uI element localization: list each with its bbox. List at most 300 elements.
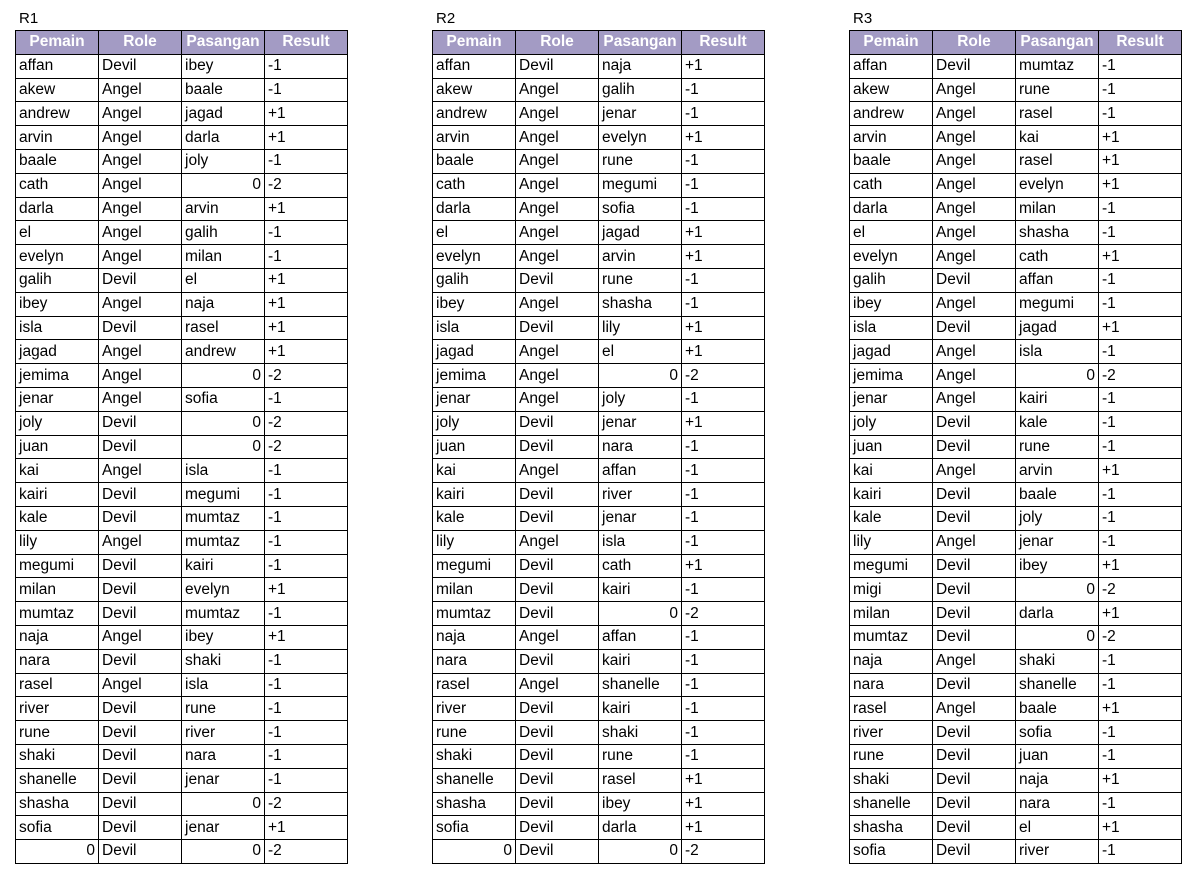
result-cell: -1 [265, 506, 348, 530]
table-row [433, 483, 765, 507]
role-cell: Angel [933, 126, 1016, 150]
pemain-cell: jemima [433, 364, 516, 388]
pemain-cell: evelyn [433, 245, 516, 269]
result-cell: +1 [682, 316, 765, 340]
result-cell: +1 [265, 126, 348, 150]
pasangan-cell: shaki [182, 649, 265, 673]
pasangan-cell: juan [1016, 744, 1099, 768]
role-cell: Devil [516, 816, 599, 840]
pasangan-cell: naja [182, 292, 265, 316]
pasangan-cell: galih [599, 78, 682, 102]
result-cell: -1 [682, 149, 765, 173]
pemain-cell: baale [850, 149, 933, 173]
pemain-cell: megumi [850, 554, 933, 578]
role-cell: Devil [933, 54, 1016, 78]
pasangan-cell: mumtaz [182, 506, 265, 530]
pemain-cell: nara [16, 649, 99, 673]
pemain-cell: migi [850, 578, 933, 602]
result-cell: -2 [1099, 625, 1182, 649]
pemain-cell: lily [16, 530, 99, 554]
role-cell: Angel [99, 197, 182, 221]
pemain-cell: river [850, 721, 933, 745]
pasangan-cell: shaki [1016, 649, 1099, 673]
header-pasangan: Pasangan [1016, 31, 1099, 55]
role-cell: Devil [99, 602, 182, 626]
pasangan-cell: 0 [182, 435, 265, 459]
pemain-cell: sofia [16, 816, 99, 840]
role-cell: Angel [99, 364, 182, 388]
pasangan-cell: isla [1016, 340, 1099, 364]
pasangan-cell: 0 [182, 411, 265, 435]
role-cell: Devil [99, 411, 182, 435]
header-result: Result [265, 31, 348, 55]
result-cell: -1 [265, 483, 348, 507]
table-row [850, 316, 1182, 340]
result-cell: +1 [265, 197, 348, 221]
pasangan-cell: arvin [1016, 459, 1099, 483]
pasangan-cell: isla [182, 673, 265, 697]
result-cell: -1 [265, 459, 348, 483]
pasangan-cell: rasel [182, 316, 265, 340]
pasangan-cell: milan [1016, 197, 1099, 221]
role-cell: Devil [933, 316, 1016, 340]
role-cell: Devil [933, 792, 1016, 816]
table-row [16, 102, 348, 126]
table-row [850, 483, 1182, 507]
role-cell: Angel [99, 245, 182, 269]
pasangan-cell: 0 [599, 840, 682, 864]
role-cell: Devil [516, 54, 599, 78]
pemain-cell: 0 [16, 840, 99, 864]
role-cell: Angel [933, 530, 1016, 554]
table-row [16, 78, 348, 102]
role-cell: Angel [933, 78, 1016, 102]
role-cell: Devil [933, 554, 1016, 578]
pasangan-cell: shanelle [1016, 673, 1099, 697]
result-cell: +1 [682, 768, 765, 792]
table-row [850, 245, 1182, 269]
role-cell: Devil [516, 768, 599, 792]
pemain-cell: ibey [433, 292, 516, 316]
pasangan-cell: ibey [1016, 554, 1099, 578]
round-3-block [849, 8, 1182, 864]
pasangan-cell: arvin [182, 197, 265, 221]
pasangan-cell: megumi [599, 173, 682, 197]
pemain-cell: isla [16, 316, 99, 340]
pasangan-cell: affan [599, 459, 682, 483]
table-row [850, 768, 1182, 792]
result-cell: -1 [682, 268, 765, 292]
header-result: Result [682, 31, 765, 55]
table-row [16, 554, 348, 578]
table-row [433, 530, 765, 554]
pasangan-cell: rasel [1016, 102, 1099, 126]
result-cell: -1 [265, 721, 348, 745]
pemain-cell: megumi [433, 554, 516, 578]
role-cell: Angel [99, 173, 182, 197]
result-cell: +1 [1099, 126, 1182, 150]
role-cell: Angel [516, 149, 599, 173]
pasangan-cell: 0 [182, 840, 265, 864]
pemain-cell: cath [16, 173, 99, 197]
pasangan-cell: jenar [599, 506, 682, 530]
pemain-cell: el [16, 221, 99, 245]
header-pasangan: Pasangan [182, 31, 265, 55]
result-cell: -2 [1099, 578, 1182, 602]
role-cell: Devil [99, 483, 182, 507]
role-cell: Devil [99, 435, 182, 459]
result-cell: -1 [1099, 340, 1182, 364]
role-cell: Devil [516, 435, 599, 459]
pasangan-cell: mumtaz [1016, 54, 1099, 78]
table-row [433, 459, 765, 483]
pemain-cell: rasel [16, 673, 99, 697]
pemain-cell: kairi [433, 483, 516, 507]
result-cell: -2 [265, 792, 348, 816]
pasangan-cell: isla [182, 459, 265, 483]
table-row [16, 506, 348, 530]
pemain-cell: evelyn [16, 245, 99, 269]
role-cell: Angel [516, 221, 599, 245]
pasangan-cell: kale [1016, 411, 1099, 435]
pemain-cell: ibey [16, 292, 99, 316]
pasangan-cell: el [1016, 816, 1099, 840]
result-cell: -1 [682, 459, 765, 483]
result-cell: +1 [682, 816, 765, 840]
role-cell: Angel [516, 530, 599, 554]
pemain-cell: kale [16, 506, 99, 530]
pemain-cell: baale [16, 149, 99, 173]
result-cell: +1 [265, 292, 348, 316]
pemain-cell: arvin [850, 126, 933, 150]
result-cell: -1 [265, 602, 348, 626]
pemain-cell: mumtaz [850, 625, 933, 649]
role-cell: Devil [516, 268, 599, 292]
pasangan-cell: rune [599, 268, 682, 292]
pasangan-cell: isla [599, 530, 682, 554]
table-row [16, 54, 348, 78]
pemain-cell: shasha [433, 792, 516, 816]
pemain-cell: jemima [16, 364, 99, 388]
pasangan-cell: shasha [599, 292, 682, 316]
pemain-cell: baale [433, 149, 516, 173]
result-cell: -1 [1099, 387, 1182, 411]
table-row [850, 602, 1182, 626]
role-cell: Devil [99, 840, 182, 864]
pasangan-cell: nara [182, 744, 265, 768]
pemain-cell: kale [433, 506, 516, 530]
table-row [850, 649, 1182, 673]
pemain-cell: sofia [433, 816, 516, 840]
table-row [433, 602, 765, 626]
pemain-cell: shasha [850, 816, 933, 840]
table-row [16, 126, 348, 150]
role-cell: Angel [99, 459, 182, 483]
table-row [16, 673, 348, 697]
table-row [16, 816, 348, 840]
pasangan-cell: sofia [599, 197, 682, 221]
pasangan-cell: joly [182, 149, 265, 173]
pasangan-cell: darla [1016, 602, 1099, 626]
pemain-cell: juan [850, 435, 933, 459]
pasangan-cell: rune [1016, 78, 1099, 102]
pemain-cell: kai [433, 459, 516, 483]
result-cell: +1 [1099, 316, 1182, 340]
table-row [850, 268, 1182, 292]
role-cell: Devil [99, 816, 182, 840]
result-cell: -1 [265, 649, 348, 673]
table-row [16, 340, 348, 364]
round-title: R2 [436, 10, 456, 27]
role-cell: Angel [99, 340, 182, 364]
result-cell: -2 [682, 840, 765, 864]
header-role: Role [516, 31, 599, 55]
pasangan-cell: kai [1016, 126, 1099, 150]
table-row [850, 721, 1182, 745]
table-row [850, 625, 1182, 649]
role-cell: Devil [516, 578, 599, 602]
table-row [16, 435, 348, 459]
pemain-cell: cath [850, 173, 933, 197]
pasangan-cell: sofia [182, 387, 265, 411]
pasangan-cell: naja [1016, 768, 1099, 792]
pemain-cell: galih [850, 268, 933, 292]
result-cell: -1 [1099, 530, 1182, 554]
round-1-block [15, 8, 348, 864]
role-cell: Devil [933, 721, 1016, 745]
pemain-cell: el [850, 221, 933, 245]
result-cell: +1 [682, 411, 765, 435]
table-row [850, 554, 1182, 578]
result-cell: -1 [1099, 54, 1182, 78]
table-row [16, 173, 348, 197]
pasangan-cell: 0 [1016, 625, 1099, 649]
role-cell: Angel [99, 221, 182, 245]
table-row [433, 245, 765, 269]
result-cell: -1 [1099, 649, 1182, 673]
result-cell: +1 [1099, 697, 1182, 721]
pasangan-cell: cath [599, 554, 682, 578]
result-cell: -1 [682, 697, 765, 721]
table-row [850, 340, 1182, 364]
table-row [433, 268, 765, 292]
pemain-cell: naja [433, 625, 516, 649]
pasangan-cell: jagad [182, 102, 265, 126]
pemain-cell: naja [16, 625, 99, 649]
pasangan-cell: darla [599, 816, 682, 840]
pasangan-cell: arvin [599, 245, 682, 269]
pemain-cell: shaki [16, 744, 99, 768]
table-row [850, 54, 1182, 78]
role-cell: Angel [516, 459, 599, 483]
table-row [850, 744, 1182, 768]
table-row [16, 268, 348, 292]
role-cell: Angel [933, 197, 1016, 221]
pemain-cell: juan [433, 435, 516, 459]
table-row [850, 578, 1182, 602]
pemain-cell: shanelle [433, 768, 516, 792]
table-row [16, 602, 348, 626]
table-row [433, 102, 765, 126]
pasangan-cell: sofia [1016, 721, 1099, 745]
role-cell: Devil [516, 721, 599, 745]
result-cell: -2 [682, 602, 765, 626]
pemain-cell: kai [16, 459, 99, 483]
result-cell: -2 [265, 840, 348, 864]
pasangan-cell: cath [1016, 245, 1099, 269]
pemain-cell: lily [850, 530, 933, 554]
table-row [16, 387, 348, 411]
pasangan-cell: nara [599, 435, 682, 459]
table-row [433, 506, 765, 530]
role-cell: Angel [99, 673, 182, 697]
result-cell: +1 [1099, 173, 1182, 197]
role-cell: Angel [516, 673, 599, 697]
result-cell: -2 [265, 411, 348, 435]
pasangan-cell: kairi [599, 578, 682, 602]
pemain-cell: jenar [850, 387, 933, 411]
table-row [433, 78, 765, 102]
role-cell: Angel [99, 530, 182, 554]
pemain-cell: kairi [850, 483, 933, 507]
table-row [433, 197, 765, 221]
role-cell: Angel [516, 245, 599, 269]
pasangan-cell: galih [182, 221, 265, 245]
pasangan-cell: shasha [1016, 221, 1099, 245]
pemain-cell: affan [16, 54, 99, 78]
pasangan-cell: andrew [182, 340, 265, 364]
result-cell: +1 [1099, 768, 1182, 792]
table-row [16, 530, 348, 554]
role-cell: Angel [933, 173, 1016, 197]
role-cell: Devil [933, 506, 1016, 530]
result-cell: +1 [265, 340, 348, 364]
table-row [433, 411, 765, 435]
result-cell: -1 [682, 506, 765, 530]
table-row [850, 102, 1182, 126]
role-cell: Devil [516, 840, 599, 864]
pemain-cell: joly [850, 411, 933, 435]
result-cell: +1 [682, 221, 765, 245]
role-cell: Devil [516, 506, 599, 530]
pemain-cell: juan [16, 435, 99, 459]
role-cell: Angel [933, 387, 1016, 411]
pemain-cell: cath [433, 173, 516, 197]
role-cell: Angel [516, 126, 599, 150]
table-row [433, 554, 765, 578]
role-cell: Angel [516, 78, 599, 102]
result-cell: -1 [1099, 673, 1182, 697]
role-cell: Angel [99, 126, 182, 150]
role-cell: Devil [99, 578, 182, 602]
header-pemain: Pemain [850, 31, 933, 55]
table-row [433, 816, 765, 840]
table-row [433, 292, 765, 316]
table-row [850, 792, 1182, 816]
pemain-cell: joly [16, 411, 99, 435]
pasangan-cell: darla [182, 126, 265, 150]
table-row [16, 792, 348, 816]
round-table [15, 30, 348, 864]
result-cell: -1 [682, 173, 765, 197]
pemain-cell: isla [433, 316, 516, 340]
pemain-cell: lily [433, 530, 516, 554]
pemain-cell: kai [850, 459, 933, 483]
pasangan-cell: affan [599, 625, 682, 649]
result-cell: -1 [265, 744, 348, 768]
table-row [433, 649, 765, 673]
table-row [16, 483, 348, 507]
result-cell: +1 [682, 245, 765, 269]
role-cell: Devil [933, 435, 1016, 459]
table-row [16, 245, 348, 269]
pemain-cell: nara [850, 673, 933, 697]
pasangan-cell: rune [599, 149, 682, 173]
role-cell: Devil [516, 602, 599, 626]
role-cell: Angel [933, 364, 1016, 388]
pemain-cell: galih [433, 268, 516, 292]
result-cell: +1 [1099, 459, 1182, 483]
table-row [433, 721, 765, 745]
table-row [16, 197, 348, 221]
pemain-cell: darla [850, 197, 933, 221]
role-cell: Angel [933, 697, 1016, 721]
result-cell: -1 [1099, 102, 1182, 126]
pasangan-cell: baale [1016, 483, 1099, 507]
pemain-cell: joly [433, 411, 516, 435]
pasangan-cell: jenar [599, 411, 682, 435]
round-title: R1 [19, 10, 39, 27]
pasangan-cell: kairi [1016, 387, 1099, 411]
pasangan-cell: 0 [182, 792, 265, 816]
table-row [433, 792, 765, 816]
pemain-cell: akew [433, 78, 516, 102]
pasangan-cell: evelyn [182, 578, 265, 602]
table-row [16, 578, 348, 602]
header-role: Role [933, 31, 1016, 55]
round-table [849, 30, 1182, 864]
role-cell: Devil [99, 721, 182, 745]
table-row [850, 387, 1182, 411]
result-cell: +1 [265, 316, 348, 340]
pemain-cell: sofia [850, 840, 933, 864]
pemain-cell: andrew [850, 102, 933, 126]
result-cell: -1 [1099, 483, 1182, 507]
result-cell: -1 [265, 387, 348, 411]
result-cell: -2 [265, 435, 348, 459]
result-cell: -1 [682, 530, 765, 554]
result-cell: +1 [1099, 554, 1182, 578]
role-cell: Devil [99, 54, 182, 78]
role-cell: Devil [99, 554, 182, 578]
role-cell: Devil [99, 506, 182, 530]
role-cell: Angel [516, 364, 599, 388]
pemain-cell: darla [16, 197, 99, 221]
pemain-cell: jenar [16, 387, 99, 411]
result-cell: -1 [682, 78, 765, 102]
result-cell: -1 [682, 483, 765, 507]
table-row [16, 649, 348, 673]
result-cell: +1 [1099, 245, 1182, 269]
role-cell: Angel [99, 78, 182, 102]
role-cell: Devil [99, 649, 182, 673]
role-cell: Devil [933, 768, 1016, 792]
result-cell: -1 [265, 697, 348, 721]
pemain-cell: mumtaz [16, 602, 99, 626]
pemain-cell: rasel [433, 673, 516, 697]
role-cell: Devil [99, 316, 182, 340]
role-cell: Angel [933, 340, 1016, 364]
